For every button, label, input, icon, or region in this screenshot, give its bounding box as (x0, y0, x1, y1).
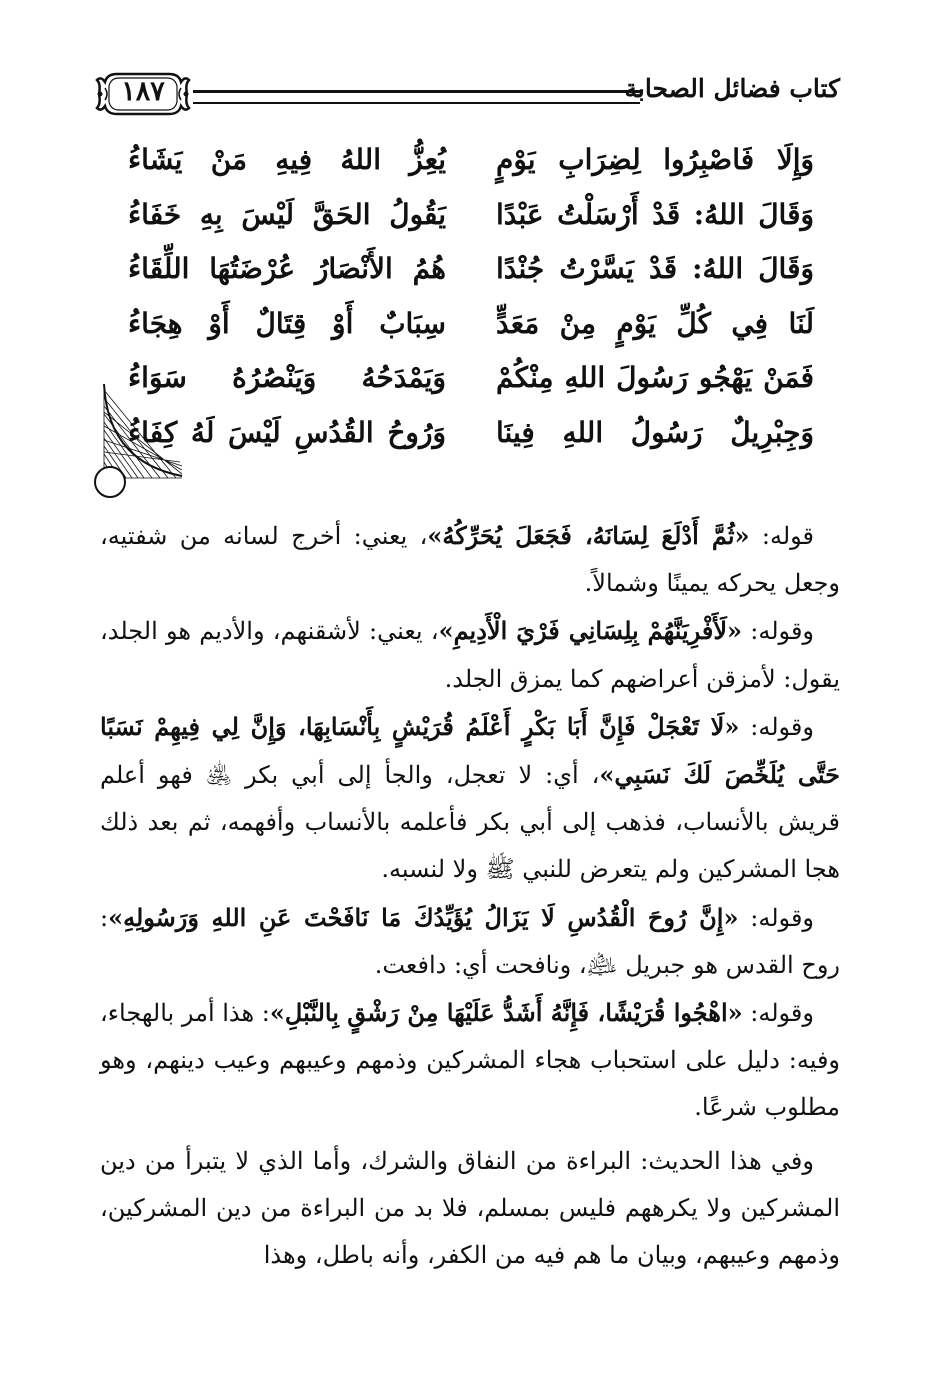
paragraph-lead: وقوله: (738, 903, 815, 932)
verse-first-hemistich: وَقَالَ اللهُ: قَدْ أَرْسَلْتُ عَبْدًا (496, 197, 814, 231)
verse-second-hemistich: يَقُولُ الحَقَّ لَيْسَ بِهِ خَفَاءُ (128, 197, 446, 231)
page-number-frame (95, 68, 191, 120)
verse-first-hemistich: لَنَا فِي كُلِّ يَوْمٍ مِنْ مَعَدٍّ (496, 306, 814, 340)
running-title: كتاب فضائل الصحابة (624, 74, 840, 103)
header-rule (193, 90, 640, 104)
corner-ornament-icon (92, 382, 184, 502)
page-header (95, 68, 840, 124)
paragraph-body: ، يعني: لأشقنهم، والأديم هو الجلد، يقول: لأمزقن أعراضهم كما يمزق الجلد. (100, 617, 840, 693)
poem-verse (128, 298, 814, 353)
paragraph-body: : هذا أمر بالهجاء، وفيه: دليل على استحباب هجاء المشركين وذمهم وعيبهم وعيب دينهم، وهو مطلوب شرعًا. (100, 999, 840, 1122)
hadith-quote: «لَأَفْرِيَنَّهُمْ بِلِسَانِي فَرْيَ الْأَدِيمِ» (438, 616, 743, 646)
poem-verse (128, 134, 814, 189)
commentary-paragraph (100, 1138, 840, 1280)
page-number: ١٨٧ (121, 76, 165, 107)
hadith-quote: «ثُمَّ أَدْلَعَ لِسَانَهُ، فَجَعَلَ يُحَرِّكُهُ» (427, 521, 750, 550)
commentary-paragraph (100, 989, 840, 1132)
paragraph-lead: وقوله: (739, 712, 814, 741)
verse-second-hemistich: وَيَمْدَحُهُ وَيَنْصُرُهُ سَوَاءُ (128, 361, 446, 394)
paragraph-lead: وقوله: (742, 999, 814, 1028)
paragraph-lead: قوله: (749, 522, 814, 550)
verse-second-hemistich: سِبَابٌ أَوْ قِتَالٌ أَوْ هِجَاءُ (128, 306, 446, 340)
hadith-quote: «لَا تَعْجَلْ فَإِنَّ أَبَا بَكْرٍ أَعْلَمُ قُرَيْشٍ بِأَنْسَابِهَا، وَإِنَّ لِي فِيهِمْ نَسَبًا حَتَّى يُلَخِّصَ لَكَ نَسَبِي» (100, 711, 840, 790)
commentary-paragraph (100, 512, 840, 607)
hadith-quote: «إِنَّ رُوحَ الْقُدُسِ لَا يَزَالُ يُؤَيِّدُكَ مَا نَافَحْتَ عَنِ اللهِ وَرَسُولِهِ» (108, 902, 739, 932)
paragraph-body: ، أي: لا تعجل، والجأ إلى أبي بكر ﵁ فهو أعلم قريش بالأنساب، فذهب إلى أبي بكر فأعلمه بالأنساب وأفهمه، ثم بعد ذلك هجا المشركين ولم يتعرض للنبي ﷺ ولا لنسبه. (100, 761, 840, 884)
poem-verse (128, 407, 814, 462)
verse-second-hemistich: يُعِزُّ اللهُ فِيهِ مَنْ يَشَاءُ (128, 143, 446, 176)
poem-verse (128, 243, 814, 298)
paragraph-body: وفي هذا الحديث: البراءة من النفاق والشرك، وأما الذي لا يتبرأ من دين المشركين ولا يكرههم فليس بمسلم، فلا بد من البراءة من دين المشركين، وذمهم وعيبهم، وبيان ما هم فيه من الكفر، وأنه باطل، وهذا (100, 1146, 840, 1270)
commentary-paragraph (100, 894, 840, 989)
commentary (100, 512, 840, 1279)
verse-second-hemistich: وَرُوحُ القُدُسِ لَيْسَ لَهُ كِفَاءُ (128, 415, 446, 449)
poem-verse (128, 352, 814, 407)
commentary-paragraph (100, 703, 840, 894)
verse-first-hemistich: وَقَالَ اللهُ: قَدْ يَسَّرْتُ جُنْدًا (496, 252, 814, 285)
paragraph-body: ، يعني: أخرج لسانه من شفتيه، وجعل يحركه يمينًا وشمالاً. (100, 522, 840, 598)
verse-first-hemistich: فَمَنْ يَهْجُو رَسُولَ اللهِ مِنْكُمْ (496, 361, 814, 394)
commentary-paragraph (100, 607, 840, 702)
verse-second-hemistich: هُمُ الأَنْصَارُ عُرْضَتُهَا اللِّقَاءُ (128, 252, 446, 285)
verse-first-hemistich: وَإِلَا فَاصْبِرُوا لِضِرَابِ يَوْمٍ (496, 143, 814, 176)
poem-verse (128, 189, 814, 244)
verse-first-hemistich: وَجِبْرِيلٌ رَسُولُ اللهِ فِينَا (496, 415, 814, 449)
paragraph-lead: وقوله: (742, 617, 815, 646)
poem (128, 134, 814, 461)
paragraph-body: : روح القدس هو جبريل ﵇، ونافحت أي: دافعت. (100, 903, 840, 979)
hadith-quote: «اهْجُوا قُرَيْشًا، فَإِنَّهُ أَشَدُّ عَلَيْهَا مِنْ رَشْقٍ بِالنَّبْلِ» (269, 998, 743, 1028)
